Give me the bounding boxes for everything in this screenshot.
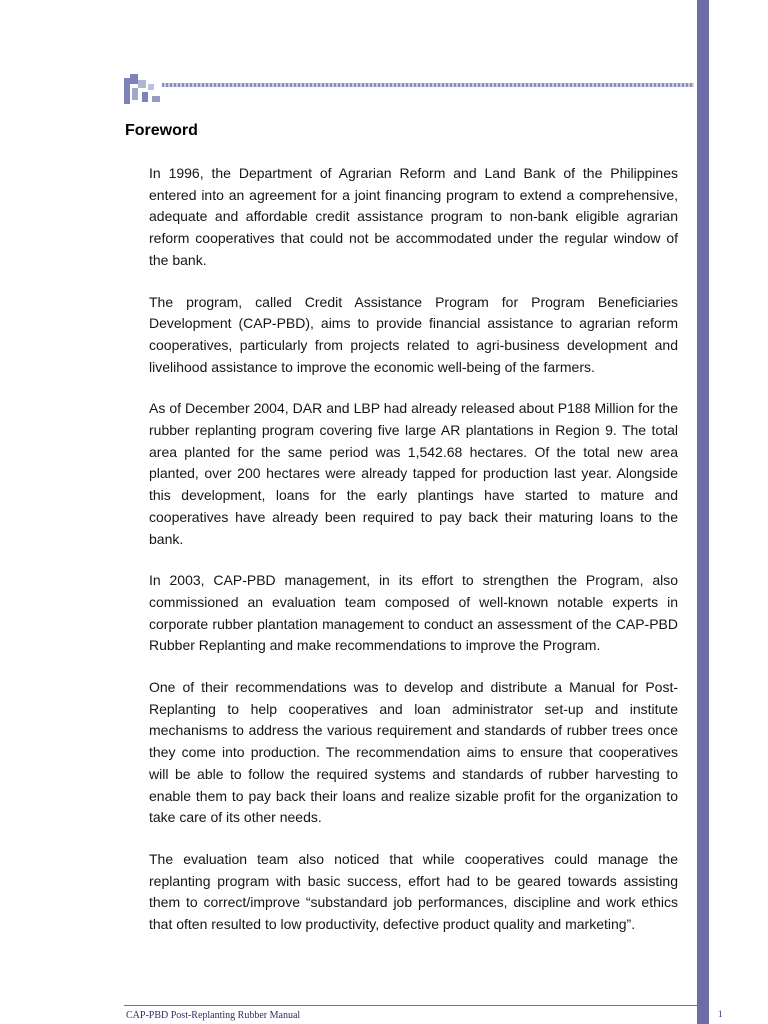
footer-manual-title: CAP-PBD Post-Replanting Rubber Manual xyxy=(126,1010,301,1021)
paragraph: In 1996, the Department of Agrarian Reform and Land Bank of the Philippines entered into an agreement for a joint financing program to extend a comprehensive, adequate and affordable credit assistance program to non-bank eligible agrarian reform cooperatives that could not be accommodated under the regular window of the bank. xyxy=(149,165,678,268)
footer-rule xyxy=(124,1005,698,1006)
header-ornament xyxy=(124,74,684,106)
page-title: Foreword xyxy=(125,122,198,139)
paragraph: As of December 2004, DAR and LBP had already released about P188 Million for the rubber replanting program covering five large AR plantations in Region 9. The total area planted for the same period was 1,542.68 hectares. Of the total new area planted, over 200 hectares were already tapped for production last year. Alongside this development, loans for the early plantings have started to mature and cooperatives have already been required to pay back their maturing loans to the bank. xyxy=(149,400,678,547)
page-number: 1 xyxy=(718,1009,723,1019)
paragraph: The evaluation team also noticed that while cooperatives could manage the replanting program with basic success, effort had to be geared towards assisting them to correct/improve “substandard job performances, discipline and work ethics that often resulted to low productivity, defective product quality and marketing”. xyxy=(149,850,678,933)
paragraph: In 2003, CAP-PBD management, in its effort to strengthen the Program, also commissioned an evaluation team composed of well-known notable experts in corporate rubber plantation management to conduct an assessment of the CAP-PBD Rubber Replanting and make recommendations to improve the Program. xyxy=(149,572,678,654)
checkered-ornament-icon xyxy=(124,74,164,106)
paragraph: The program, called Credit Assistance Program for Program Beneficiaries Development (CAP-PBD), aims to provide financial assistance to agrarian reform cooperatives, particularly from projects related to agri-business development and livelihood assistance to improve the economic well-being of the farmers. xyxy=(149,293,678,375)
paragraph: One of their recommendations was to develop and distribute a Manual for Post-Replanting to help cooperatives and loan administrator set-up and institute mechanisms to address the various requirement and standards of rubber trees once they come into production. The recommendation aims to ensure that cooperatives will be able to follow the required systems and standards of rubber harvesting to enable them to pay back their loans and realize sizable profit for the organization to take care of its other needs. xyxy=(149,679,678,826)
page-side-bar xyxy=(697,0,709,1024)
foreword-body xyxy=(149,163,678,956)
header-rule xyxy=(162,83,694,87)
